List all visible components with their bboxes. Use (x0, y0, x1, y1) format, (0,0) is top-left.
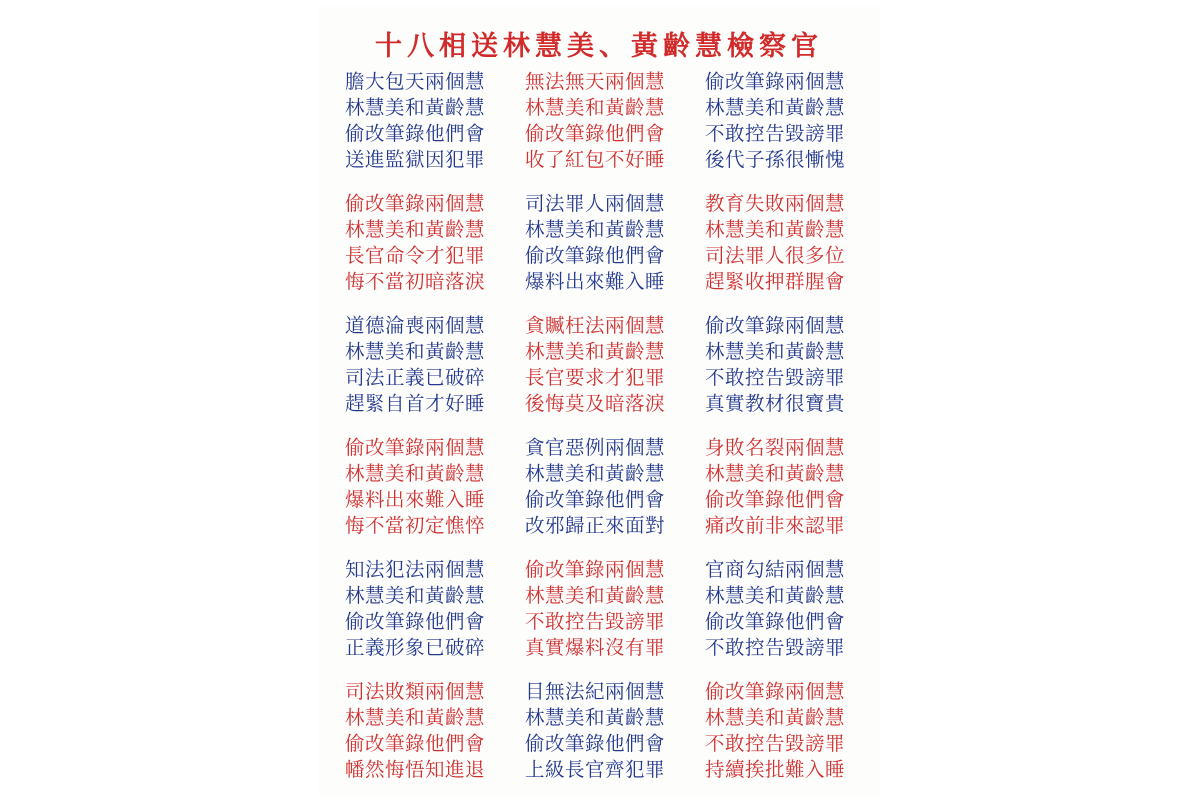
stanza (525, 557, 705, 679)
poem-line: 真實爆料沒有罪 (525, 636, 666, 659)
poem-line: 長官命令才犯罪 (345, 244, 486, 267)
poem-line: 林慧美和黃齡慧 (345, 96, 486, 119)
poem-line: 官商勾結兩個慧 (705, 558, 846, 581)
poem-line: 教育失敗兩個慧 (705, 192, 846, 215)
poem-line: 正義形象已破碎 (345, 636, 486, 659)
poem-line: 貪贓枉法兩個慧 (525, 314, 666, 337)
poem-line: 偷改筆錄他們會 (525, 732, 666, 755)
poem-line: 林慧美和黃齡慧 (705, 462, 846, 485)
poem-line: 收了紅包不好睡 (525, 148, 666, 171)
stanza (705, 191, 885, 313)
poem-line: 幡然悔悟知進退 (345, 758, 486, 781)
poem-line: 林慧美和黃齡慧 (705, 706, 846, 729)
stanza (705, 435, 885, 557)
poem-line: 司法敗類兩個慧 (345, 680, 486, 703)
stanza-row (345, 435, 875, 557)
poem-line: 上級長官齊犯罪 (525, 758, 666, 781)
stanza (345, 679, 525, 800)
poem-line: 林慧美和黃齡慧 (525, 340, 666, 363)
poem-line: 偷改筆錄兩個慧 (525, 558, 666, 581)
poem-line: 持續挨批難入睡 (705, 758, 846, 781)
poem-line: 不敢控告毀謗罪 (525, 610, 666, 633)
stanza-row (345, 557, 875, 679)
poem-line: 目無法紀兩個慧 (525, 680, 666, 703)
stanza (345, 435, 525, 557)
stanza-row (345, 69, 875, 191)
poem-line: 偷改筆錄他們會 (345, 610, 486, 633)
poem-line: 林慧美和黃齡慧 (705, 584, 846, 607)
stanza (345, 69, 525, 191)
poem-sheet (318, 6, 880, 796)
poem-line: 無法無天兩個慧 (525, 70, 666, 93)
poem-line: 偷改筆錄他們會 (705, 610, 846, 633)
stanza-grid (345, 69, 875, 800)
poem-line: 貪官惡例兩個慧 (525, 436, 666, 459)
poem-line: 林慧美和黃齡慧 (525, 218, 666, 241)
stanza (525, 191, 705, 313)
poem-line: 司法罪人很多位 (705, 244, 846, 267)
stanza (525, 435, 705, 557)
poem-line: 林慧美和黃齡慧 (345, 218, 486, 241)
poem-line: 司法正義已破碎 (345, 366, 486, 389)
poem-line: 知法犯法兩個慧 (345, 558, 486, 581)
stanza (345, 191, 525, 313)
poem-line: 不敢控告毀謗罪 (705, 732, 846, 755)
poem-line: 偷改筆錄兩個慧 (345, 436, 486, 459)
poem-line: 林慧美和黃齡慧 (705, 218, 846, 241)
poem-line: 痛改前非來認罪 (705, 514, 846, 537)
stanza-row (345, 191, 875, 313)
stanza (705, 679, 885, 800)
poem-line: 爆料出來難入睡 (345, 488, 486, 511)
stanza (525, 679, 705, 800)
poem-line: 悔不當初暗落淚 (345, 270, 486, 293)
stanza (705, 69, 885, 191)
poem-line: 道德淪喪兩個慧 (345, 314, 486, 337)
poem-line: 司法罪人兩個慧 (525, 192, 666, 215)
poem-line: 偷改筆錄他們會 (705, 488, 846, 511)
stanza (705, 557, 885, 679)
poem-line: 偷改筆錄他們會 (525, 122, 666, 145)
poem-line: 林慧美和黃齡慧 (705, 96, 846, 119)
poem-line: 改邪歸正來面對 (525, 514, 666, 537)
poem-line: 林慧美和黃齡慧 (525, 706, 666, 729)
poem-line: 偷改筆錄兩個慧 (705, 314, 846, 337)
poem-line: 偷改筆錄兩個慧 (705, 680, 846, 703)
poem-line: 林慧美和黃齡慧 (345, 584, 486, 607)
poem-line: 趕緊收押群腥會 (705, 270, 846, 293)
poem-line: 偷改筆錄他們會 (345, 122, 486, 145)
poem-title: 十八相送林慧美、黃齡慧檢察官 (375, 31, 823, 62)
poem-line: 身敗名裂兩個慧 (705, 436, 846, 459)
poem-line: 不敢控告毀謗罪 (705, 122, 846, 145)
poem-line: 偷改筆錄兩個慧 (705, 70, 846, 93)
poem-line: 林慧美和黃齡慧 (345, 706, 486, 729)
poem-line: 不敢控告毀謗罪 (705, 366, 846, 389)
poem-line: 趕緊自首才好睡 (345, 392, 486, 415)
poem-line: 偷改筆錄他們會 (345, 732, 486, 755)
poem-line: 林慧美和黃齡慧 (525, 584, 666, 607)
poem-line: 後代子孫很慚愧 (705, 148, 846, 171)
poem-line: 爆料出來難入睡 (525, 270, 666, 293)
poem-line: 後悔莫及暗落淚 (525, 392, 666, 415)
poem-line: 送進監獄因犯罪 (345, 148, 486, 171)
stanza (525, 313, 705, 435)
stanza (525, 69, 705, 191)
poem-line: 林慧美和黃齡慧 (705, 340, 846, 363)
poem-line: 偷改筆錄他們會 (525, 244, 666, 267)
stanza-row (345, 679, 875, 800)
poem-line: 偷改筆錄兩個慧 (345, 192, 486, 215)
poem-line: 林慧美和黃齡慧 (525, 462, 666, 485)
poem-line: 林慧美和黃齡慧 (345, 462, 486, 485)
poem-line: 偷改筆錄他們會 (525, 488, 666, 511)
stanza (345, 557, 525, 679)
stanza-row (345, 313, 875, 435)
stanza (345, 313, 525, 435)
poem-line: 長官要求才犯罪 (525, 366, 666, 389)
poem-line: 悔不當初定憔悴 (345, 514, 486, 537)
stanza (705, 313, 885, 435)
poem-line: 林慧美和黃齡慧 (345, 340, 486, 363)
poem-line: 膽大包天兩個慧 (345, 70, 486, 93)
poem-line: 林慧美和黃齡慧 (525, 96, 666, 119)
poem-line: 不敢控告毀謗罪 (705, 636, 846, 659)
poem-line: 真實教材很寶貴 (705, 392, 846, 415)
